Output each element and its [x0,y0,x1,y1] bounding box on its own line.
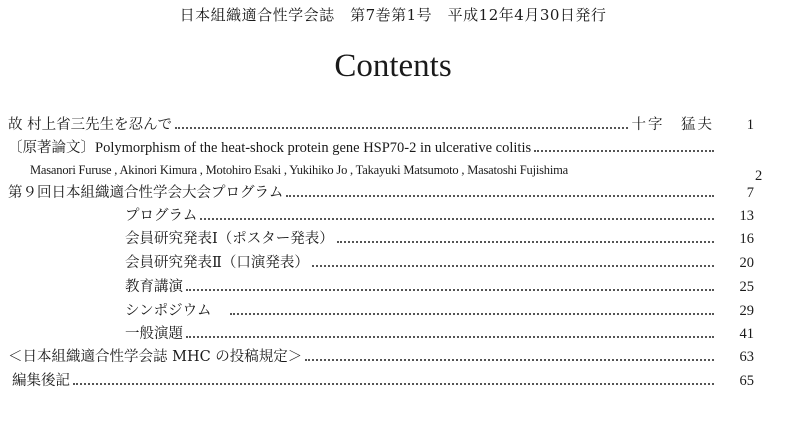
dot-leader [337,241,714,243]
dot-leader [286,195,714,197]
toc-entry-label: 一般演題 [125,326,183,342]
toc-entry-label: 編集後記 [12,373,70,389]
toc-entry-page: 41 [739,326,754,342]
toc-entry-label: ＜日本組織適合性学会誌 MHC の投稿規定＞ [8,349,303,365]
toc-entry-page: 29 [739,303,754,319]
toc-entry-label: プログラム [125,208,198,224]
toc-entry-page: 25 [739,279,754,295]
page-title: Contents [334,48,452,84]
toc-entry-page: 63 [739,349,754,365]
toc-entry-tag: 〔原著論文〕 [8,140,95,156]
toc-subitem [125,250,754,272]
toc-entry-editorial [12,368,754,390]
toc-subitem [125,298,754,320]
toc-entry-page: 65 [739,373,754,389]
toc-entry-label: 会員研究発表Ⅱ（口演発表） [125,255,309,271]
toc-entry-page: 16 [739,231,754,247]
toc-subitem [125,321,754,343]
toc-entry-label: 教育講演 [125,279,183,295]
toc-subitem [125,226,754,248]
dot-leader [305,359,714,361]
journal-header: 日本組織適合性学会誌 第7巻第1号 平成12年4月30日発行 [179,6,607,24]
toc-entry-memorial [8,112,754,134]
toc-subitem [125,203,754,225]
toc-entry-authors-text: Masanori Furuse , Akinori Kimura , Motohiro Esaki , Yukihiko Jo , Takayuki Matsumoto , Masatoshi Fujishima [30,163,568,177]
toc-entry-original [8,135,714,157]
toc-subitem [125,274,754,296]
toc-entry-page: 7 [746,185,754,201]
dot-leader [230,313,715,315]
toc-entry-label: 第９回日本組織適合性学会大会プログラム [8,185,284,201]
dot-leader [186,336,714,338]
toc-entry-page: 20 [739,255,754,271]
toc-entry-label: 故 村上省三先生を忍んで [8,117,173,133]
toc-entry-program [8,180,754,202]
toc-entry-rules [8,344,754,366]
toc-entry-label: シンポジウム [125,303,212,319]
dot-leader [200,218,714,220]
dot-leader [534,150,714,152]
toc-entry-page: 1 [746,117,754,133]
dot-leader [175,127,627,129]
dot-leader [186,289,714,291]
dot-leader [312,265,714,267]
toc-entry-page: 13 [739,208,754,224]
toc-entry-label: 会員研究発表Ⅰ（ポスター発表） [125,231,334,247]
toc-entry-page: 2 [754,168,762,184]
toc-entry-label: Polymorphism of the heat-shock protein gene HSP70-2 in ulcerative colitis [95,140,532,156]
dot-leader [73,383,714,385]
toc-entry-author: 十字 猛夫 [631,117,714,133]
